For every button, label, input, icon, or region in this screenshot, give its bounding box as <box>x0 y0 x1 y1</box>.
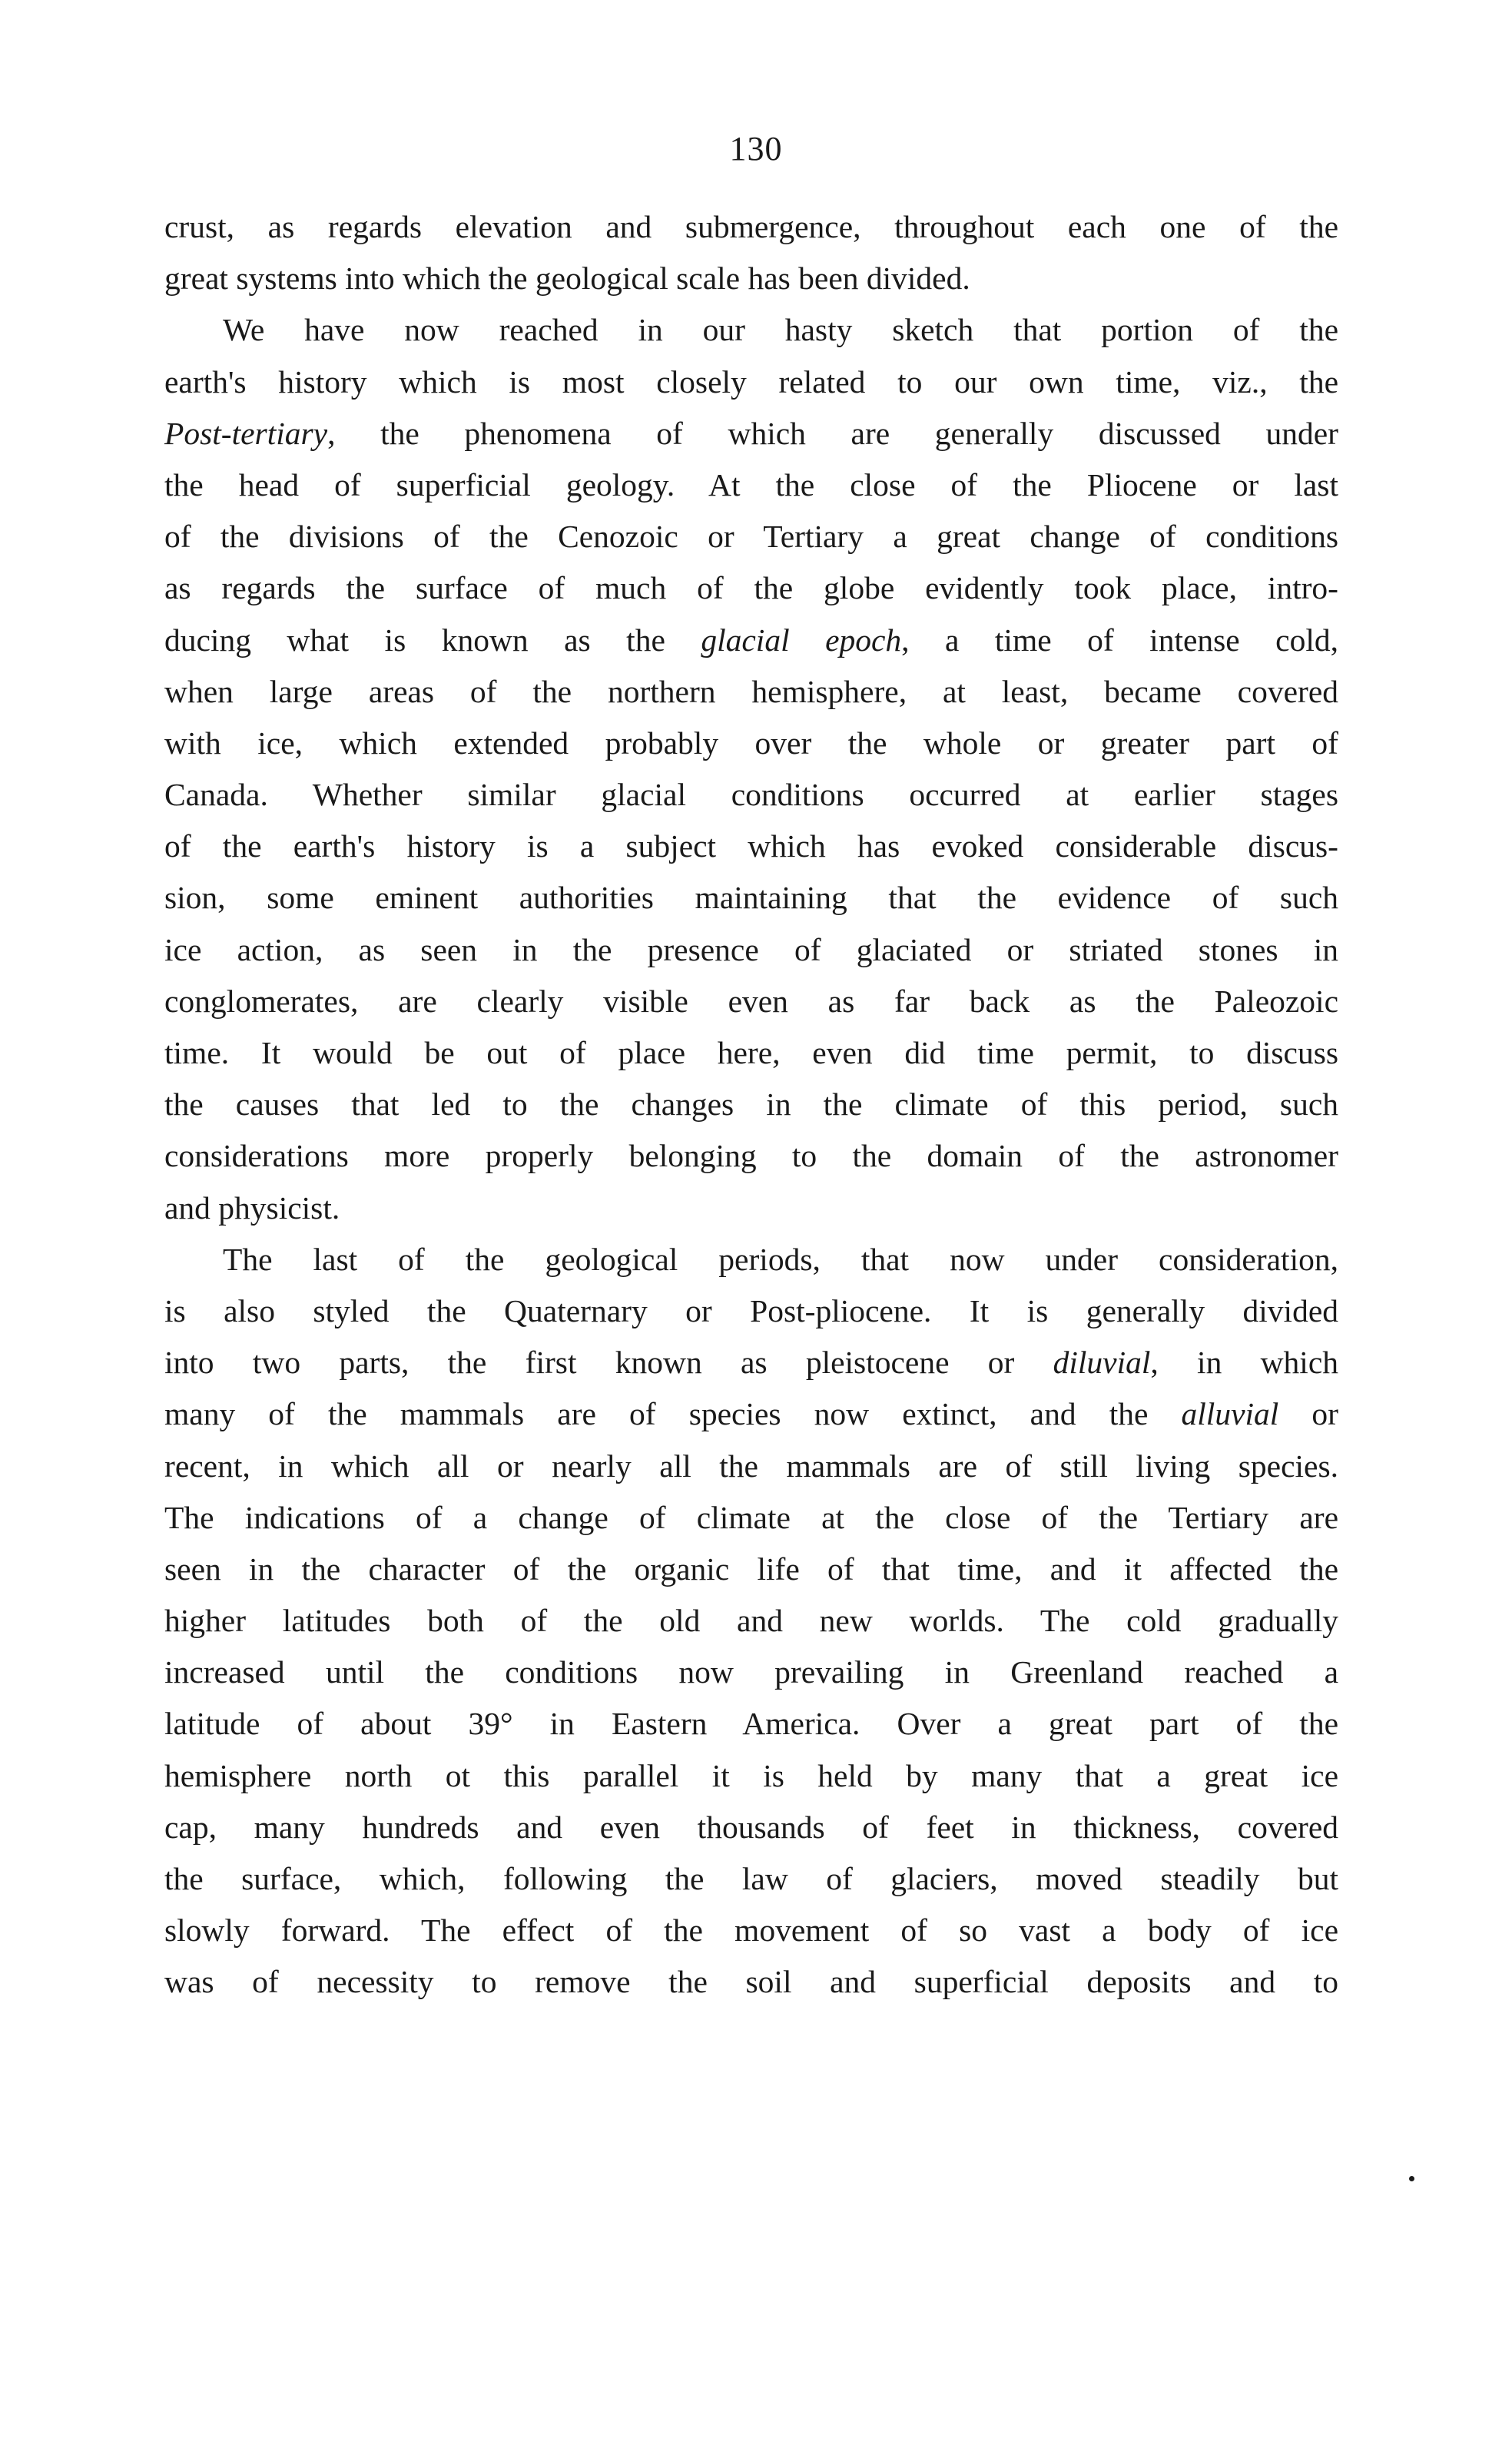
text-line: the causes that led to the changes in the climate of this period, such <box>164 1086 1338 1123</box>
italic-text: Post-tertiary <box>164 415 328 451</box>
text-line: The indications of a change of climate at the close of the Tertiary are <box>164 1499 1338 1535</box>
text-line: into two parts, the first known as pleistocene or diluvial, in which <box>164 1345 1338 1381</box>
text-line: when large areas of the northern hemisphere, at least, became covered <box>164 673 1338 709</box>
text-line: is also styled the Quaternary or Post-pliocene. It is generally divided <box>164 1292 1338 1328</box>
text-line: cap, many hundreds and even thousands of feet in thickness, covered <box>164 1809 1338 1845</box>
text-line: seen in the character of the organic life of that time, and it affected the <box>164 1551 1338 1587</box>
text-line: Canada. Whether similar glacial conditions occurred at earlier stages <box>164 777 1338 813</box>
text-line: of the earth's history is a subject which has evoked considerable discus- <box>164 828 1338 864</box>
italic-text: diluvial <box>1053 1345 1151 1381</box>
text-line: the head of superficial geology. At the close of the Pliocene or last <box>164 466 1338 503</box>
text-line: hemisphere north ot this parallel it is held by many that a great ice <box>164 1757 1338 1793</box>
text-line: sion, some eminent authorities maintaining that the evidence of such <box>164 880 1338 916</box>
text-line: We have now reached in our hasty sketch that portion of the <box>223 312 1338 348</box>
text-line: slowly forward. The effect of the movement of so vast a body of ice <box>164 1912 1338 1949</box>
text-line: conglomerates, are clearly visible even as far back as the Paleozoic <box>164 983 1338 1019</box>
text-line: recent, in which all or nearly all the mammals are of still living species. <box>164 1448 1338 1484</box>
text-line: and physicist. <box>164 1189 340 1226</box>
text-line: ice action, as seen in the presence of glaciated or striated stones in <box>164 931 1338 967</box>
text-line: of the divisions of the Cenozoic or Tertiary a great change of conditions <box>164 519 1338 555</box>
body-text <box>164 201 1338 2008</box>
text-line: higher latitudes both of the old and new worlds. The cold gradually <box>164 1603 1338 1639</box>
text-line: earth's history which is most closely related to our own time, viz., the <box>164 363 1338 400</box>
page-number: 130 <box>729 130 783 168</box>
italic-text: alluvial <box>1181 1396 1279 1432</box>
text-line: the surface, which, following the law of glaciers, moved steadily but <box>164 1861 1338 1896</box>
text-line: many of the mammals are of species now extinct, and the alluvial or <box>164 1396 1338 1432</box>
text-line: Post-tertiary, the phenomena of which are generally discussed under <box>164 415 1338 451</box>
text-line: The last of the geological periods, that now under consideration, <box>223 1241 1338 1277</box>
text-line: latitude of about 39° in Eastern America. Over a great part of the <box>164 1706 1338 1742</box>
stray-ink-mark <box>1409 2176 1414 2181</box>
text-line: was of necessity to remove the soil and superficial deposits and to <box>164 1964 1338 2000</box>
text-line: as regards the surface of much of the globe evidently took place, intro- <box>164 570 1338 606</box>
text-line: time. It would be out of place here, even did time permit, to discuss <box>164 1035 1338 1070</box>
italic-text: glacial epoch <box>701 622 902 658</box>
text-line: crust, as regards elevation and submergence, throughout each one of the <box>164 209 1338 244</box>
text-line: great systems into which the geological scale has been divided. <box>164 260 970 297</box>
text-line: with ice, which extended probably over the whole or greater part of <box>164 725 1338 761</box>
text-line: considerations more properly belonging to the domain of the astronomer <box>164 1138 1338 1174</box>
text-line: ducing what is known as the glacial epoch, a time of intense cold, <box>164 622 1339 658</box>
text-line: increased until the conditions now prevailing in Greenland reached a <box>164 1654 1338 1690</box>
